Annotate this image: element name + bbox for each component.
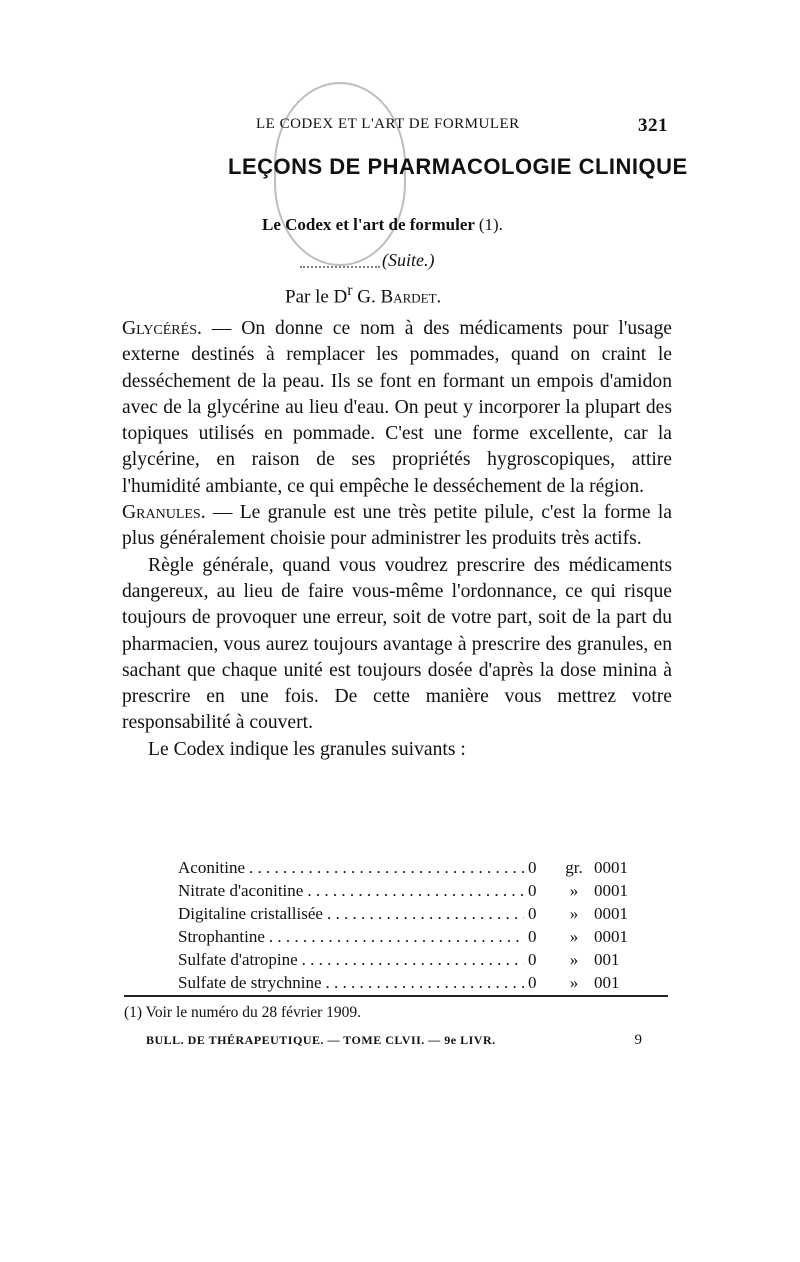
article-subtitle — [262, 215, 503, 235]
list-item — [178, 902, 638, 925]
granule-dose-dec: 0001 — [594, 904, 628, 923]
granule-dose-int: 0 — [528, 973, 537, 992]
granule-dose-dec: 0001 — [594, 858, 628, 877]
author-name: G. Bardet. — [357, 286, 442, 308]
stamp-lettering — [300, 266, 380, 268]
granule-name: Strophantine — [178, 927, 265, 946]
paragraph-granules — [122, 500, 672, 553]
paragraph-regle-generale — [122, 553, 672, 737]
footnote-divider — [124, 995, 668, 997]
section-title: LEÇONS DE PHARMACOLOGIE CLINIQUE — [228, 154, 688, 179]
granules-list — [178, 856, 638, 994]
byline-prefix: Par le D — [285, 286, 348, 308]
continuation-label: (Suite.) — [382, 250, 435, 270]
byline-superscript: r — [347, 282, 353, 299]
paragraph-glyceres — [122, 316, 672, 500]
list-item — [178, 925, 638, 948]
signature-mark: 9 — [634, 1032, 642, 1048]
list-item — [178, 856, 638, 879]
list-item — [178, 948, 638, 971]
granule-dose-dec: 0001 — [594, 927, 628, 946]
granule-dose-int: 0 — [528, 904, 537, 923]
granule-dose-int: 0 — [528, 881, 537, 900]
granule-name: Aconitine — [178, 858, 246, 877]
granule-dose-dec: 0001 — [594, 881, 628, 900]
subtitle-text: Le Codex et l'art de formuler — [262, 215, 475, 234]
paragraph-text: — On donne ce nom à des médicaments pour l'usage externe destinés à remplacer les pommades, quand on craint le desséchement de la peau. Ils se font en formant un empois d'amidon avec de la glycérine au lieu d'eau. On peut y incorporer la plupart des topiques utilisés en pommade. C'est une forme excellente, car la glycérine, en raison de ses propriétés hygroscopiques, attire l'humidité ambiante, ce qui empêche le desséchement de la région. — [122, 318, 672, 497]
dot-leader — [307, 879, 524, 902]
granule-dose-unit: » — [569, 927, 579, 946]
granule-name: Sulfate de strychnine — [178, 973, 322, 992]
granule-dose-int: 0 — [528, 858, 537, 877]
dot-leader — [302, 948, 524, 971]
granule-name: Nitrate d'aconitine — [178, 881, 304, 900]
byline — [285, 282, 441, 308]
granule-name: Digitaline cristallisée — [178, 904, 323, 923]
page-number: 321 — [638, 115, 668, 136]
list-item — [178, 971, 638, 994]
paragraph-text: Règle générale, quand vous voudrez prescrire des médicaments dangereux, au lieu de faire vous-même l'ordonnance, ce qui risque toujours de provoquer une erreur, soit de votre part, soit de la part du pharmacien, vous aurez toujours avantage à prescrire des granules, en sachant que chaque unité est toujours dosée d'après la dose minina à prescrire en une fois. De cette manière vous mettrez votre responsabilité à couvert. — [122, 554, 672, 734]
granule-name: Sulfate d'atropine — [178, 950, 298, 969]
dot-leader — [327, 902, 524, 925]
footnote: (1) Voir le numéro du 28 février 1909. — [124, 1004, 362, 1021]
paragraph-text: Le Codex indique les granules suivants : — [148, 738, 466, 760]
granule-dose-dec: 001 — [594, 973, 620, 992]
running-head-title: LE CODEX ET L'ART DE FORMULER — [256, 116, 520, 132]
article-body — [122, 316, 672, 763]
footnote-reference: (1). — [478, 215, 503, 234]
journal-footer: BULL. DE THÉRAPEUTIQUE. — TOME CLVII. — 9e LIVR. — [146, 1033, 496, 1047]
list-item — [178, 879, 638, 902]
granule-dose-int: 0 — [528, 950, 537, 969]
granule-dose-dec: 001 — [594, 950, 620, 969]
granule-dose-unit: » — [569, 881, 579, 900]
paragraph-codex-intro — [122, 737, 672, 763]
granule-dose-unit: gr. — [565, 858, 583, 877]
paragraph-lead: Granules. — [122, 502, 206, 524]
granule-dose-unit: » — [569, 973, 579, 992]
dot-leader — [249, 856, 524, 879]
granule-dose-unit: » — [569, 904, 579, 923]
granule-dose-unit: » — [569, 950, 579, 969]
paragraph-lead: Glycérés. — [122, 318, 202, 339]
dot-leader — [269, 925, 524, 948]
paragraph-text: — Le granule est une très petite pilule, c'est la forme la plus généralement choisie pour administrer les produits très actifs. — [122, 502, 672, 550]
dot-leader — [326, 971, 524, 994]
granule-dose-int: 0 — [528, 927, 537, 946]
